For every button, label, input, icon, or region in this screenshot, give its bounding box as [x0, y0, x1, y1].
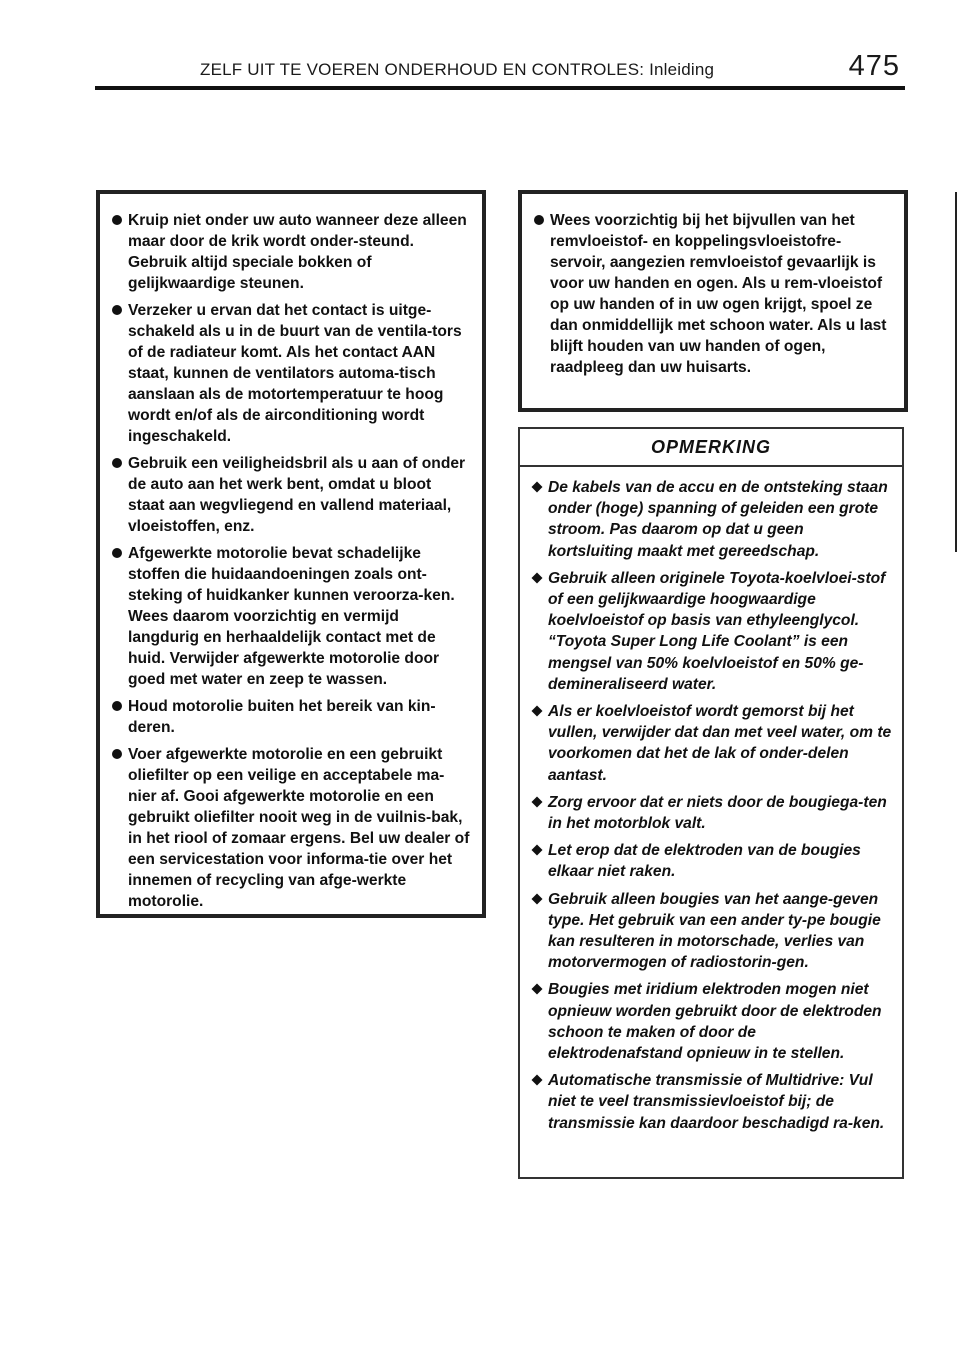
section-title: ZELF UIT TE VOEREN ONDERHOUD EN CONTROLES: Inleiding	[200, 60, 715, 79]
bullet-dot-icon	[112, 305, 122, 315]
warning-box-right	[518, 190, 908, 412]
diamond-bullet-icon	[531, 845, 542, 856]
warning-item: Houd motorolie buiten het bereik van kin-deren.	[112, 696, 470, 738]
diamond-bullet-icon	[531, 1075, 542, 1086]
warning-item: Wees voorzichtig bij het bijvullen van het remvloeistof- en koppelingsvloeistofre-servoir, aangezien remvloeistof gevaarlijk is voor uw handen en ogen. Als u rem-vloeistof op uw handen of in uw ogen krijgt, spoel ze dan onmiddellijk met schoon water. Als u last blijft houden van uw handen of ogen, raadpleeg dan uw huisarts.	[534, 210, 892, 378]
note-item: Bougies met iridium elektroden mogen niet opnieuw worden gebruikt door de elektroden schoon te maken of door de elektrodenafstand opnieuw in te stellen.	[530, 979, 892, 1064]
note-title: OPMERKING	[650, 437, 771, 457]
page-header	[95, 50, 900, 90]
note-item: Zorg ervoor dat er niets door de bougiega-ten in het motorblok valt.	[530, 792, 892, 834]
bullet-dot-icon	[112, 458, 122, 468]
header-divider	[95, 86, 905, 90]
diamond-bullet-icon	[531, 481, 542, 492]
warning-item: Kruip niet onder uw auto wanneer deze alleen maar door de krik wordt onder-steund. Gebruik altijd speciale bokken of gelijkwaardige steunen.	[112, 210, 470, 294]
diamond-bullet-icon	[531, 984, 542, 995]
note-item: Gebruik alleen bougies van het aange-geven type. Het gebruik van een ander ty-pe bougie kan resulteren in motorschade, verlies van motorvermogen of radiostorin-gen.	[530, 889, 892, 974]
diamond-bullet-icon	[531, 893, 542, 904]
note-item: De kabels van de accu en de ontsteking staan onder (hoge) spanning of geleiden een grote stroom. Pas daarom op dat u geen kortsluiting maakt met gereedschap.	[530, 477, 892, 562]
bullet-dot-icon	[112, 701, 122, 711]
bullet-dot-icon	[534, 215, 544, 225]
bullet-dot-icon	[112, 215, 122, 225]
note-header	[520, 429, 902, 467]
note-box	[518, 427, 904, 1179]
note-item: Let erop dat de elektroden van de bougies elkaar niet raken.	[530, 840, 892, 882]
edge-tab-line	[955, 192, 957, 552]
page-number: 475	[848, 50, 900, 82]
diamond-bullet-icon	[531, 706, 542, 717]
note-item: Als er koelvloeistof wordt gemorst bij het vullen, verwijder dat dan met veel water, om te voorkomen dat het de lak of onder-delen aantast.	[530, 701, 892, 786]
warning-item: Verzeker u ervan dat het contact is uitge-schakeld als u in de buurt van de ventila-tors of de radiateur komt. Als het contact AAN staat, kunnen de ventilators automa-tisch aanslaan als de motortemperatuur te hoog wordt en/of als de airconditioning wordt ingeschakeld.	[112, 300, 470, 447]
warning-item: Afgewerkte motorolie bevat schadelijke stoffen die huidaandoeningen zoals ont-steking of huidkanker kunnen veroorza-ken. Wees daarom voorzichtig en vermijd langdurig en herhaaldelijk contact met de huid. Verwijder afgewerkte motorolie door goed met water en zeep te wassen.	[112, 543, 470, 690]
note-item: Gebruik alleen originele Toyota-koelvloei-stof of een gelijkwaardige hoogwaardige koelvloeistof op basis van ethyleenglycol. “Toyota Super Long Life Coolant” is een mengsel van 50% koelvloeistof en 50% ge-demineraliseerd water.	[530, 568, 892, 695]
note-item: Automatische transmissie of Multidrive: Vul niet te veel transmissievloeistof bij; de transmissie kan daardoor beschadigd ra-ken.	[530, 1070, 892, 1134]
warning-item: Gebruik een veiligheidsbril als u aan of onder de auto aan het werk bent, omdat u bloot staat aan wegvliegend en vallend materiaal, vloeistoffen, enz.	[112, 453, 470, 537]
note-body	[520, 467, 902, 1134]
warning-box-left	[96, 190, 486, 918]
diamond-bullet-icon	[531, 572, 542, 583]
bullet-dot-icon	[112, 548, 122, 558]
diamond-bullet-icon	[531, 796, 542, 807]
warning-item: Voer afgewerkte motorolie en een gebruikt oliefilter op een veilige en acceptabele ma-nier af. Gooi afgewerkte motorolie en een gebruikt oliefilter nooit weg in de vuilnis-bak, in het riool of zomaar ergens. Bel uw dealer of een servicestation voor informa-tie over het innemen of recycling van afge-werkte motorolie.	[112, 744, 470, 912]
bullet-dot-icon	[112, 749, 122, 759]
